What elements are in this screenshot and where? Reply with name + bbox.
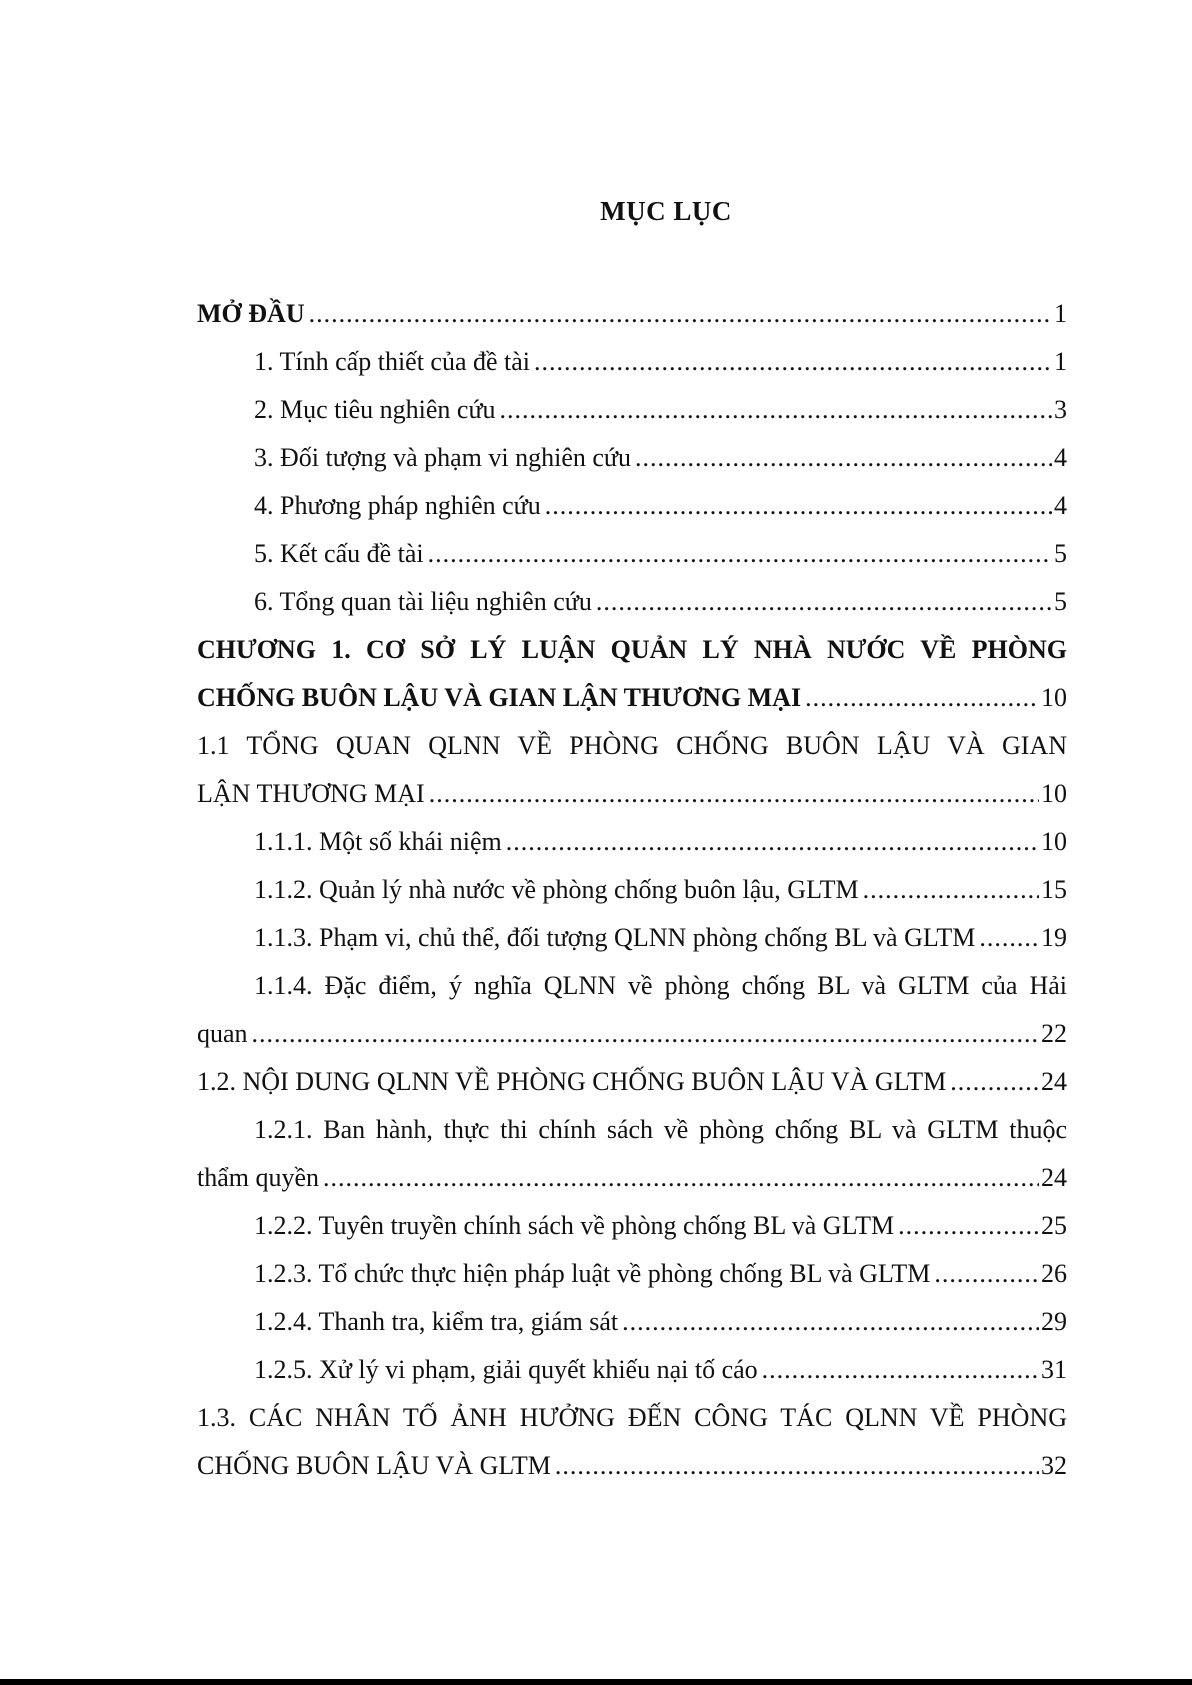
toc-entry[interactable]: [197, 1394, 1067, 1490]
page-title: MỤC LỤC: [600, 196, 732, 226]
toc-entry[interactable]: [197, 914, 1067, 962]
toc-entry[interactable]: [197, 866, 1067, 914]
toc-entry-title: 1.2. NỘI DUNG QLNN VỀ PHÒNG CHỐNG BUÔN LẬU VÀ GLTM: [197, 1067, 947, 1096]
toc-entry[interactable]: [197, 290, 1067, 338]
dot-leader: [545, 482, 1052, 530]
toc-page-number: 4: [1054, 443, 1067, 472]
toc-entry-title: CHỐNG BUÔN LẬU VÀ GIAN LẬN THƯƠNG MẠI: [197, 683, 802, 712]
dot-leader: [762, 1346, 1039, 1394]
dot-leader: [950, 1058, 1039, 1106]
dot-leader: [596, 578, 1052, 626]
toc-page-number: 1: [1054, 299, 1067, 328]
table-of-contents: [197, 290, 1067, 1490]
toc-entry[interactable]: [197, 626, 1067, 722]
toc-entry-title: 6. Tổng quan tài liệu nghiên cứu: [254, 587, 592, 616]
toc-page-number: 24: [1041, 1163, 1067, 1192]
toc-page-number: 5: [1054, 539, 1067, 568]
dot-leader: [534, 338, 1052, 386]
dot-leader: [555, 1442, 1039, 1490]
dot-leader: [252, 1010, 1039, 1058]
toc-entry[interactable]: [197, 818, 1067, 866]
toc-entry[interactable]: [197, 1298, 1067, 1346]
toc-page-number: 10: [1041, 827, 1067, 856]
toc-entry[interactable]: [197, 530, 1067, 578]
toc-entry-title: 3. Đối tượng và phạm vi nghiên cứu: [254, 443, 631, 472]
dot-leader: [429, 770, 1039, 818]
toc-page-number: 10: [1041, 683, 1067, 712]
dot-leader: [622, 1298, 1039, 1346]
toc-page-number: 24: [1041, 1067, 1067, 1096]
bottom-border: [0, 1679, 1192, 1685]
toc-entry-title: 1.2.2. Tuyên truyền chính sách về phòng chống BL và GLTM: [254, 1211, 895, 1240]
toc-entry[interactable]: [197, 1058, 1067, 1106]
toc-entry-title: 1.1.1. Một số khái niệm: [254, 827, 502, 856]
toc-entry-title: 1.2.5. Xử lý vi phạm, giải quyết khiếu nại tố cáo: [254, 1355, 758, 1384]
toc-page-number: 22: [1041, 1019, 1067, 1048]
toc-page-number: 10: [1041, 779, 1067, 808]
toc-entry[interactable]: [197, 1106, 1067, 1202]
toc-page-number: 1: [1054, 347, 1067, 376]
toc-page-number: 19: [1041, 923, 1067, 952]
toc-page-number: 26: [1041, 1259, 1067, 1288]
toc-entry[interactable]: [197, 578, 1067, 626]
dot-leader: [805, 674, 1039, 722]
toc-entry-title-first-line: 1.1.4. Đặc điểm, ý nghĩa QLNN về phòng chống BL và GLTM của Hải: [254, 971, 1067, 1000]
toc-entry-title: quan: [197, 1019, 248, 1048]
toc-entry[interactable]: [197, 1250, 1067, 1298]
dot-leader: [500, 386, 1052, 434]
toc-entry-title: 1.1.2. Quản lý nhà nước về phòng chống buôn lậu, GLTM: [254, 875, 859, 904]
toc-entry-title: MỞ ĐẦU: [197, 299, 305, 328]
toc-entry-title: 1.2.3. Tổ chức thực hiện pháp luật về phòng chống BL và GLTM: [254, 1259, 931, 1288]
toc-page-number: 5: [1054, 587, 1067, 616]
toc-entry-title-first-line: 1.3. CÁC NHÂN TỐ ẢNH HƯỞNG ĐẾN CÔNG TÁC QLNN VỀ PHÒNG: [197, 1403, 1067, 1432]
toc-entry-title-first-line: 1.2.1. Ban hành, thực thi chính sách về phòng chống BL và GLTM thuộc: [254, 1115, 1067, 1144]
toc-page-number: 4: [1054, 491, 1067, 520]
toc-page-number: 29: [1041, 1307, 1067, 1336]
dot-leader: [934, 1250, 1039, 1298]
toc-entry-title: LẬN THƯƠNG MẠI: [197, 779, 425, 808]
toc-entry-title: 1.2.4. Thanh tra, kiểm tra, giám sát: [254, 1307, 619, 1336]
toc-entry[interactable]: [197, 386, 1067, 434]
toc-page-number: 32: [1041, 1451, 1067, 1480]
dot-leader: [428, 530, 1052, 578]
toc-entry-title-first-line: 1.1 TỔNG QUAN QLNN VỀ PHÒNG CHỐNG BUÔN LẬU VÀ GIAN: [197, 731, 1067, 760]
toc-page-number: 31: [1041, 1355, 1067, 1384]
dot-leader: [979, 914, 1039, 962]
toc-entry[interactable]: [197, 434, 1067, 482]
toc-entry[interactable]: [197, 482, 1067, 530]
toc-entry-title-first-line: CHƯƠNG 1. CƠ SỞ LÝ LUẬN QUẢN LÝ NHÀ NƯỚC VỀ PHÒNG: [197, 635, 1067, 664]
dot-leader: [506, 818, 1039, 866]
toc-entry-title: 2. Mục tiêu nghiên cứu: [254, 395, 496, 424]
toc-page-number: 25: [1041, 1211, 1067, 1240]
toc-entry-title: 5. Kết cấu đề tài: [254, 539, 424, 568]
toc-entry[interactable]: [197, 962, 1067, 1058]
dot-leader: [309, 290, 1052, 338]
dot-leader: [898, 1202, 1039, 1250]
toc-entry[interactable]: [197, 338, 1067, 386]
toc-entry-title: 1. Tính cấp thiết của đề tài: [254, 347, 531, 376]
toc-entry-title: 1.1.3. Phạm vi, chủ thể, đối tượng QLNN phòng chống BL và GLTM: [254, 923, 976, 952]
toc-entry-title: CHỐNG BUÔN LẬU VÀ GLTM: [197, 1451, 551, 1480]
toc-entry[interactable]: [197, 722, 1067, 818]
toc-entry[interactable]: [197, 1346, 1067, 1394]
toc-entry-title: thẩm quyền: [197, 1163, 320, 1192]
dot-leader: [635, 434, 1052, 482]
toc-page-number: 3: [1054, 395, 1067, 424]
toc-entry-title: 4. Phương pháp nghiên cứu: [254, 491, 541, 520]
dot-leader: [863, 866, 1039, 914]
dot-leader: [323, 1154, 1039, 1202]
toc-page-number: 15: [1041, 875, 1067, 904]
toc-entry[interactable]: [197, 1202, 1067, 1250]
